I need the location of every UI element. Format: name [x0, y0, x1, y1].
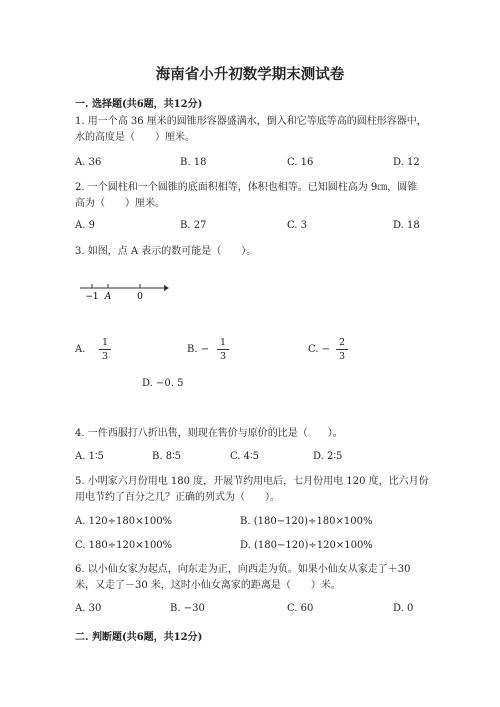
number-line [80, 282, 170, 302]
label-point-a: A [104, 292, 112, 302]
question-4-line-1: 4. 一件西服打八折出售，则现在售价与原价的比是（ ）。 [75, 428, 343, 439]
question-1-option-c: C. 16 [287, 157, 314, 168]
number-line-arrow [164, 285, 169, 291]
fraction-bar [336, 349, 348, 350]
question-5-option-a: A. 120÷180×100% [75, 516, 173, 527]
question-2-option-a: A. 9 [75, 220, 95, 231]
question-5-option-d: D. (180−120)÷120×100% [240, 540, 373, 551]
question-6-line-1: 6. 以小仙女家为起点，向东走为正，向西走为负。如果小仙女从家走了＋30 [75, 564, 411, 575]
fraction-numerator: 2 [338, 337, 346, 348]
section-heading-judgement: 二. 判断题(共6题，共12分) [75, 632, 203, 643]
question-2-line-2: 高为（ ）厘米。 [75, 198, 165, 209]
question-2-option-d: D. 18 [393, 220, 420, 231]
question-1-option-a: A. 36 [75, 157, 102, 168]
question-2-option-b: B. 27 [180, 220, 207, 231]
question-4-option-a: A. 1∶5 [75, 451, 104, 462]
section-heading-choice: 一. 选择题(共6题，共12分) [75, 99, 203, 110]
label-zero: 0 [137, 292, 143, 302]
fraction-bar [99, 349, 111, 350]
question-4-option-d: D. 2∶5 [313, 451, 343, 462]
question-5-line-2: 用电节约了百分之几？正确的列式为（ ）。 [75, 492, 280, 503]
question-1-option-d: D. 12 [393, 157, 420, 168]
question-2-option-c: C. 3 [287, 220, 308, 231]
question-6-option-b: B. −30 [170, 603, 205, 614]
question-5-option-b: B. (180−120)÷180×100% [240, 516, 373, 527]
question-3-option-b-label: B. − [187, 344, 210, 355]
question-1-option-b: B. 18 [180, 157, 207, 168]
question-5-line-1: 5. 小明家六月份用电 180 度，开展节约用电后，七月份用电 120 度，比六月份 [75, 476, 429, 487]
question-3-option-b-fraction [217, 337, 229, 362]
question-3-option-c-fraction [336, 337, 348, 362]
fraction-bar [217, 349, 229, 350]
question-6-option-a: A. 30 [75, 603, 102, 614]
question-5-option-c: C. 180÷120×100% [75, 540, 173, 551]
label-neg1: −1 [85, 292, 99, 302]
question-3-option-d: D. −0. 5 [142, 378, 184, 389]
question-4-option-c: C. 4∶5 [230, 451, 259, 462]
question-3-option-c-label: C. − [308, 344, 331, 355]
question-1-line-1: 1. 用一个高 36 厘米的圆锥形容器盛满水，倒入和它等底等高的圆柱形容器中， [75, 116, 427, 127]
fraction-denominator: 3 [101, 351, 109, 362]
page-title: 海南省小升初数学期末测试卷 [155, 66, 345, 83]
question-3-option-a-fraction [99, 337, 111, 362]
question-6-option-d: D. 0 [393, 603, 414, 614]
fraction-numerator: 1 [219, 337, 227, 348]
fraction-numerator: 1 [101, 337, 109, 348]
question-1-line-2: 水的高度是（ ）厘米。 [75, 132, 195, 143]
question-2-line-1: 2. 一个圆柱和一个圆锥的底面积相等，体积也相等。已知圆柱高为 9㎝，圆锥 [75, 182, 418, 193]
question-3-option-a-label: A. [75, 344, 86, 355]
fraction-denominator: 3 [219, 351, 227, 362]
question-6-line-2: 米，又走了－30 米，这时小仙女离家的距离是（ ）米。 [75, 580, 341, 591]
question-3-line-1: 3. 如图，点 A 表示的数可能是（ ）。 [75, 246, 257, 257]
question-4-option-b: B. 8∶5 [152, 451, 182, 462]
question-6-option-c: C. 60 [287, 603, 314, 614]
fraction-denominator: 3 [338, 351, 346, 362]
